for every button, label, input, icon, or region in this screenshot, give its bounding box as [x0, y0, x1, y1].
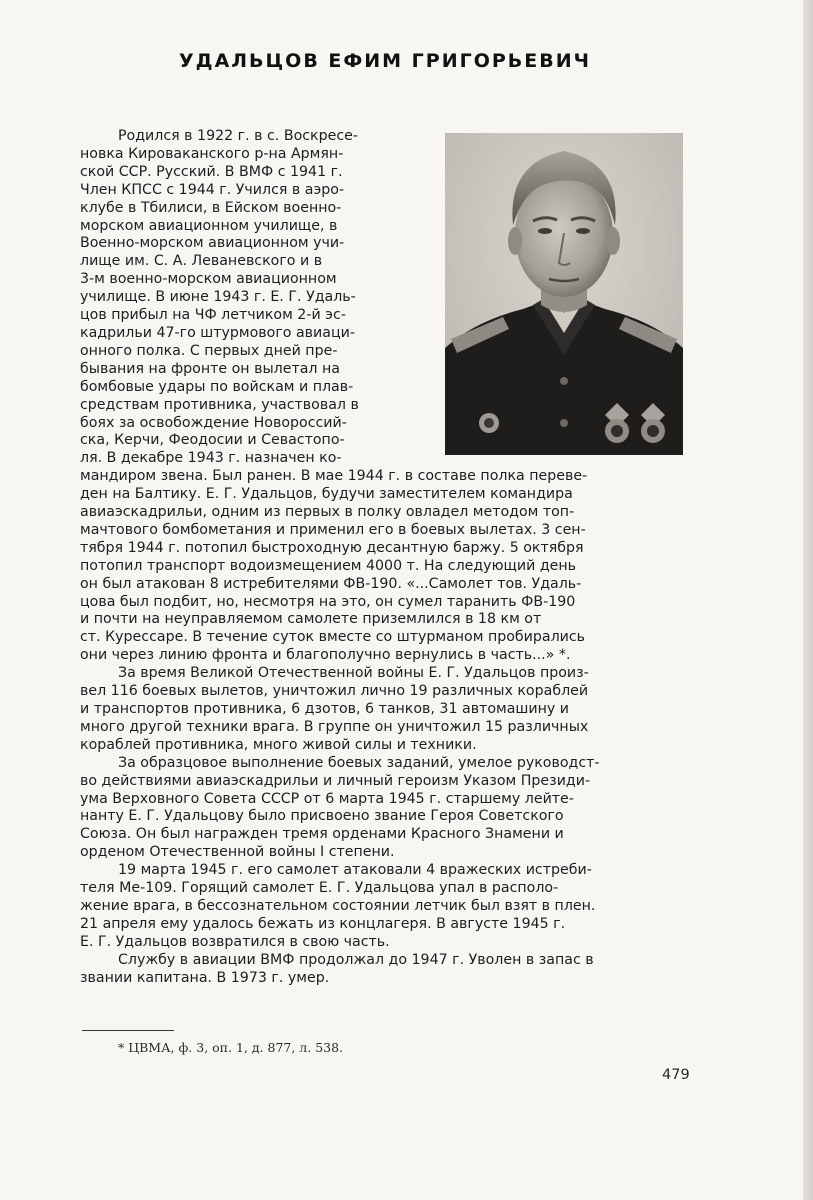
text-line: во действиями авиаэскадрильи и личный героизм Указом Президи- — [80, 772, 591, 789]
text-line: Родился в 1922 г. в с. Воскресе- — [118, 128, 358, 144]
text-line: звании капитана. В 1973 г. умер. — [80, 969, 330, 986]
text-line: ска, Керчи, Феодосии и Севастопо- — [80, 432, 345, 449]
text-line: вел 116 боевых вылетов, уничтожил лично 19 различных кораблей — [80, 683, 589, 700]
text-line: мачтового бомбометания и применил его в боевых вылетах. 3 сен- — [80, 521, 586, 538]
text-line: теля Ме-109. Горящий самолет Е. Г. Удальцова упал в располо- — [80, 880, 559, 897]
biography-text — [80, 128, 692, 988]
text-line: бомбовые удары по войскам и плав- — [80, 378, 354, 395]
text-line: и почти на неуправляемом самолете приземлился в 18 км от — [80, 611, 542, 628]
text-line: боях за освобождение Новороссий- — [80, 414, 347, 431]
paragraph-4 — [80, 862, 692, 952]
text-line: Член КПСС с 1944 г. Учился в аэро- — [80, 181, 345, 198]
text-line: Службу в авиации ВМФ продолжал до 1947 г. Уволен в запас в — [118, 951, 594, 968]
text-line: потопил транспорт водоизмещением 4000 т. На следующий день — [80, 557, 577, 574]
text-line: цова был подбит, но, несмотря на это, он сумел таранить ФВ-190 — [80, 593, 576, 610]
text-line: За образцовое выполнение боевых заданий, умелое руководст- — [118, 754, 600, 771]
text-line: мандиром звена. Был ранен. В мае 1944 г. в составе полка переве- — [80, 468, 588, 485]
text-line: 21 апреля ему удалось бежать из концлагеря. В августе 1945 г. — [80, 915, 566, 932]
text-line: Союза. Он был награжден тремя орденами Красного Знамени и — [80, 826, 564, 843]
text-line: средствам противника, участвовал в — [80, 396, 359, 413]
page-title: УДАЛЬЦОВ ЕФИМ ГРИГОРЬЕВИЧ — [179, 50, 591, 72]
text-line: авиаэскадрильи, одним из первых в полку овладел методом топ- — [80, 504, 575, 521]
wrapped-paragraph — [80, 128, 418, 468]
text-line: ст. Курессаре. В течение суток вместе со штурманом пробирались — [80, 629, 586, 646]
text-line: ской ССР. Русский. В ВМФ с 1941 г. — [80, 163, 343, 180]
paragraph-3 — [80, 755, 692, 862]
paragraph-5 — [80, 952, 692, 988]
text-line: училище. В июне 1943 г. Е. Г. Удаль- — [80, 289, 356, 306]
paragraph-1-continued — [80, 468, 692, 665]
text-line: орденом Отечественной войны I степени. — [80, 844, 395, 861]
text-line: тября 1944 г. потопил быстроходную десантную баржу. 5 октября — [80, 539, 584, 556]
text-line: лище им. С. А. Леваневского и в — [80, 253, 323, 270]
text-line: Е. Г. Удальцов возвратился в свою часть. — [80, 933, 390, 950]
text-line: кораблей противника, много живой силы и техники. — [80, 736, 477, 753]
text-line: ля. В декабре 1943 г. назначен ко- — [80, 450, 342, 467]
text-line: бывания на фронте он вылетал на — [80, 360, 340, 377]
text-line: нанту Е. Г. Удальцову было присвоено звание Героя Советского — [80, 808, 564, 825]
text-line: жение врага, в бессознательном состоянии летчик был взят в плен. — [80, 897, 596, 914]
footnote-divider — [82, 1030, 174, 1031]
text-line: онного полка. С первых дней пре- — [80, 342, 338, 359]
text-line: они через линию фронта и благополучно вернулись в часть...» *. — [80, 647, 571, 664]
text-line: 3-м военно-морском авиационном — [80, 271, 337, 288]
text-line: много другой техники врага. В группе он уничтожил 15 различных — [80, 718, 589, 735]
text-line: 19 марта 1945 г. его самолет атаковали 4 вражеских истреби- — [118, 862, 592, 879]
text-line: Военно-морском авиационном учи- — [80, 235, 345, 252]
text-line: ден на Балтику. Е. Г. Удальцов, будучи заместителем командира — [80, 486, 573, 503]
text-line: За время Великой Отечественной войны Е. Г. Удальцов произ- — [118, 665, 589, 682]
text-line: цов прибыл на ЧФ летчиком 2-й эс- — [80, 307, 346, 324]
page-edge — [803, 0, 813, 1200]
text-line: он был атакован 8 истребителями ФВ-190. «...Самолет тов. Удаль- — [80, 575, 582, 592]
page-number: 479 — [662, 1067, 690, 1083]
paragraph-2 — [80, 665, 692, 755]
text-line: кадрильи 47-го штурмового авиаци- — [80, 324, 355, 341]
text-line: морском авиационном училище, в — [80, 217, 338, 234]
text-line: и транспортов противника, 6 дзотов, 6 танков, 31 автомашину и — [80, 701, 569, 717]
footnote: * ЦВМА, ф. 3, оп. 1, д. 877, л. 538. — [118, 1040, 344, 1055]
text-line: ума Верховного Совета СССР от 6 марта 1945 г. старшему лейте- — [80, 790, 574, 807]
text-line: новка Кироваканского р-на Армян- — [80, 145, 344, 162]
text-line: клубе в Тбилиси, в Ейском военно- — [80, 199, 342, 216]
